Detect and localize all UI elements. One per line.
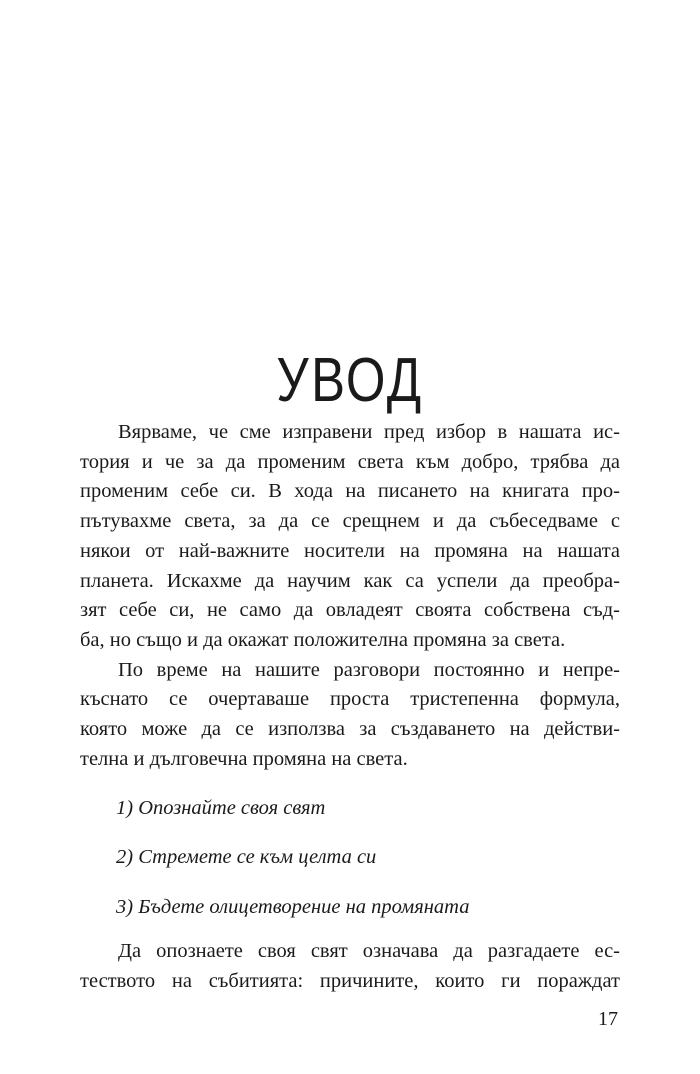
paragraph-line: Вярваме, че сме изправени пред избор в нашата ис-: [118, 421, 620, 443]
paragraph-line: теството на събитията: причините, които ги пораждат: [80, 969, 620, 992]
paragraph-line: някои от най-важните носители на промяна на нашата: [80, 539, 620, 562]
paragraph-line: тория и че за да променим света към добро, трябва да: [80, 450, 620, 473]
body-text: [80, 418, 620, 774]
paragraph-line: пътувахме света, за да се срещнем и да събеседваме с: [80, 510, 620, 533]
body-text-continued: [80, 937, 620, 996]
page-number: 17: [598, 1008, 618, 1030]
paragraph-line: По време на нашите разговори постоянно и непре-: [118, 658, 620, 681]
paragraph-line: зят себе си, не само да овладеят своята собствена съд-: [80, 599, 620, 622]
paragraph-line: която може да се използва за създаването на действи-: [80, 718, 620, 741]
paragraph-line: къснато се очертаваше проста тристепенна формула,: [80, 688, 620, 711]
list-item: 3) Бъдете олицетворение на промяната: [116, 896, 470, 918]
list-item: 1) Опознайте своя свят: [116, 797, 326, 819]
list-item: 2) Стремете се към целта си: [116, 846, 377, 868]
paragraph-line: Да опознаете своя свят означава да разгадаете ес-: [118, 940, 620, 962]
chapter-title: УВОД: [276, 345, 424, 415]
paragraph-line: ба, но също и да окажат положителна промяна за света.: [80, 628, 566, 651]
paragraph-line: променим себе си. В хода на писането на книгата про-: [80, 480, 620, 503]
paragraph-line: планета. Искахме да научим как са успели да преобра-: [80, 569, 620, 592]
paragraph-line: телна и дълговечна промяна на света.: [80, 747, 408, 770]
